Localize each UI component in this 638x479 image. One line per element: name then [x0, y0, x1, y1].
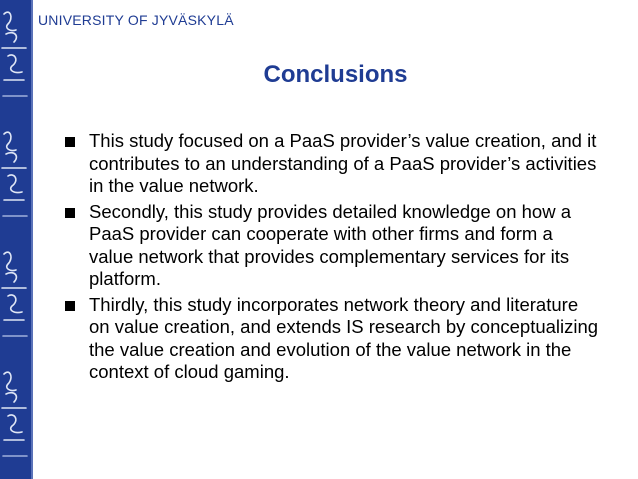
swan-emblem-icon: [2, 132, 26, 200]
square-bullet-icon: [65, 208, 75, 218]
side-emblem-band: [0, 0, 31, 479]
square-bullet-icon: [65, 301, 75, 311]
bullet-list: [62, 130, 602, 387]
bullet-item: [62, 294, 602, 384]
swan-emblem-icon: [2, 12, 26, 80]
swan-emblem-icon: [2, 252, 26, 320]
bullet-item: [62, 201, 602, 291]
bullet-text: This study focused on a PaaS provider’s value creation, and it contributes to an understanding of a PaaS provider’s activities in the value network.: [89, 130, 597, 196]
university-name: UNIVERSITY OF JYVÄSKYLÄ: [38, 12, 234, 28]
bullet-text: Secondly, this study provides detailed knowledge on how a PaaS provider can cooperate with other firms and form a value network that provides complementary services for its platform.: [89, 200, 571, 289]
bullet-text: Thirdly, this study incorporates network theory and literature on value creation, and extends IS research by conceptualizing the value creation and evolution of the value network in the context of cloud gaming.: [89, 293, 599, 382]
slide-title: Conclusions: [263, 61, 408, 88]
square-bullet-icon: [65, 137, 75, 147]
bullet-item: [62, 130, 602, 198]
swan-emblem-icon: [2, 372, 26, 440]
